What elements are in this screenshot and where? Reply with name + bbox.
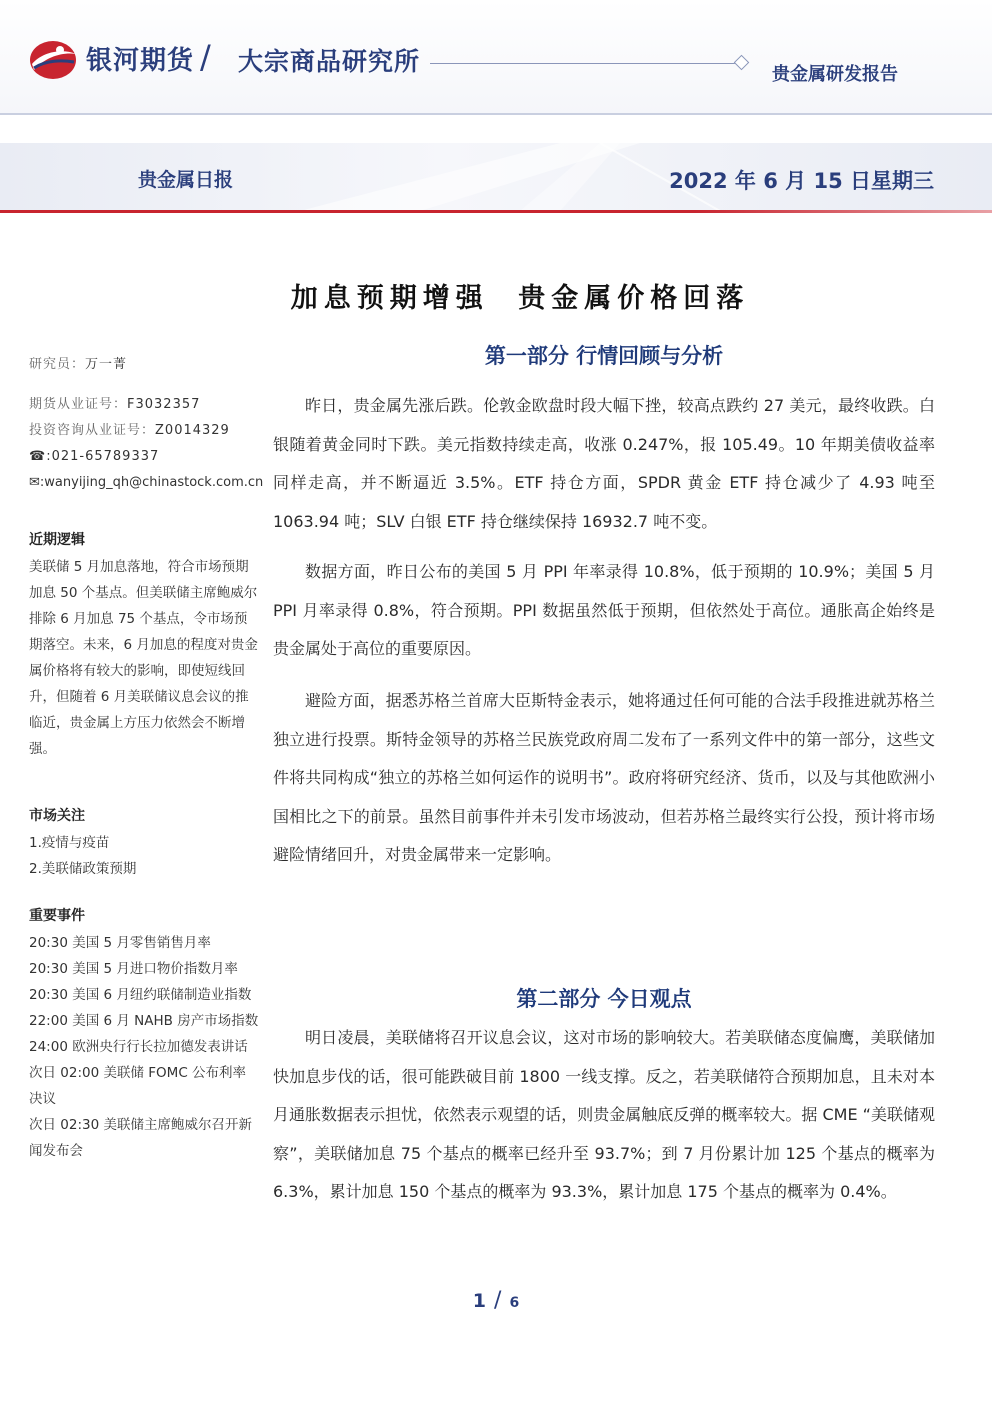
email-line[interactable]: [29, 470, 264, 496]
license2-value: Z0014329: [155, 423, 230, 438]
report-name: 贵金属日报: [138, 169, 234, 191]
list-item: 1.疫情与疫苗: [29, 835, 110, 851]
license-line-2: [29, 418, 259, 444]
header-divider: [0, 113, 992, 115]
researcher-name: 万一菁: [85, 357, 128, 372]
report-date: 2022 年 6 月 15 日星期三: [669, 169, 934, 193]
researcher-label: 研究员：: [29, 357, 86, 372]
list-item: 20:30 美国 5 月零售销售月率: [29, 935, 211, 951]
report-type: 贵金属研发报告: [772, 64, 898, 85]
recent-logic-title: 近期逻辑: [29, 532, 85, 548]
list-item: 次日 02:00 美联储 FOMC 公布利率决议: [29, 1065, 247, 1107]
page-header: [0, 0, 992, 114]
institute-name: 大宗商品研究所: [238, 47, 421, 76]
page-separator: /: [494, 1288, 502, 1313]
sidebar: [29, 352, 264, 1159]
header-separator: /: [200, 38, 211, 76]
market-focus-title: 市场关注: [29, 808, 85, 824]
email-address[interactable]: :wanyijing_qh@chinastock.com.cn: [39, 475, 264, 490]
section-title: 第二部分 今日观点: [516, 987, 692, 1011]
list-item: 22:00 美国 6 月 NAHB 房产市场指数: [29, 1013, 259, 1029]
paragraph: 昨日，贵金属先涨后跌。伦敦金欧盘时段大幅下挫，较高点跌约 27 美元，最终收跌。白银随着黄金同时下跌。美元指数持续走高，收涨 0.247%，报 105.49。10 年期美债收益率同样走高，并不断逼近 3.5%。ETF 持仓方面，SPDR 黄金 ETF 持仓减少了 4.93 吨至 1063.94 吨；SLV 白银 ETF 持仓继续保持 16932.7 吨不变。: [273, 396, 935, 531]
key-events: [29, 904, 259, 1164]
galaxy-logo-icon: [28, 38, 78, 82]
list-item: 24:00 欧洲央行行长拉加德发表讲话: [29, 1039, 248, 1055]
recent-logic-text: 美联储 5 月加息落地，符合市场预期加息 50 个基点。但美联储主席鲍威尔排除 6 月加息 75 个基点，令市场预期落空。未来，6 月加息的程度对贵金属价格将有较大的影响，即使短线回升，但随着 6 月美联储议息会议的推临近，贵金属上方压力依然会不断增强。: [29, 559, 258, 757]
list-item: 20:30 美国 5 月进口物价指数月率: [29, 961, 238, 977]
section-title: 第一部分 行情回顾与分析: [484, 344, 724, 368]
total-pages: 6: [509, 1295, 520, 1311]
paragraph: 明日凌晨，美联储将召开议息会议，这对市场的影响较大。若美联储态度偏鹰，美联储加快加息步伐的话，很可能跌破目前 1800 一线支撑。反之，若美联储符合预期加息，且未对本月通胀数据表示担忧，依然表示观望的话，则贵金属触底反弹的概率较大。据 CME “美联储观察”，美联储加息 75 个基点的概率已经升至 93.7%；到 7 月份累计加 125 个基点的概率为 6.3%，累计加息 150 个基点的概率为 93.3%，累计加息 175 个基点的概率为 0.4%。: [273, 1028, 935, 1201]
phone-icon: ☎: [29, 449, 47, 464]
license1-label: 期货从业证号：: [29, 397, 128, 412]
list-item: 次日 02:30 美联储主席鲍威尔召开新闻发布会: [29, 1117, 252, 1159]
paragraph: 避险方面，据悉苏格兰首席大臣斯特金表示，她将通过任何可能的合法手段推进就苏格兰独立进行投票。斯特金领导的苏格兰民族党政府周二发布了一系列文件中的第一部分，这些文件将共同构成“独立的苏格兰如何运作的说明书”。政府将研究经济、货币，以及与其他欧洲小国相比之下的前景。虽然目前事件并未引发市场波动，但若苏格兰最终实行公投，预计将市场避险情绪回升，对贵金属带来一定影响。: [273, 691, 935, 864]
current-page: 1: [472, 1290, 487, 1312]
header-rule: [430, 63, 735, 64]
license-line-1: [29, 392, 259, 418]
mail-icon: ✉: [29, 475, 40, 490]
recent-logic: [29, 528, 259, 762]
page-title: 加息预期增强 贵金属价格回落: [290, 283, 750, 314]
diamond-icon: [734, 55, 750, 71]
list-item: 2.美联储政策预期: [29, 861, 137, 877]
key-events-title: 重要事件: [29, 908, 85, 924]
market-focus: [29, 804, 259, 882]
brand-name: 银河期货: [86, 46, 195, 76]
license2-label: 投资咨询从业证号：: [29, 423, 156, 438]
band-accent-line: [0, 210, 992, 213]
phone-line: [29, 444, 259, 470]
list-item: 20:30 美国 6 月纽约联储制造业指数: [29, 987, 252, 1003]
paragraph: 数据方面，昨日公布的美国 5 月 PPI 年率录得 10.8%，低于预期的 10.9%；美国 5 月 PPI 月率录得 0.8%，符合预期。PPI 数据虽然低于预期，但依然处于高位。通胀高企始终是贵金属处于高位的重要原因。: [273, 562, 935, 658]
page-indicator: [0, 1288, 992, 1313]
phone-number: :021-65789337: [46, 449, 160, 464]
license1-value: F3032357: [127, 397, 201, 412]
researcher-line: [29, 352, 259, 378]
